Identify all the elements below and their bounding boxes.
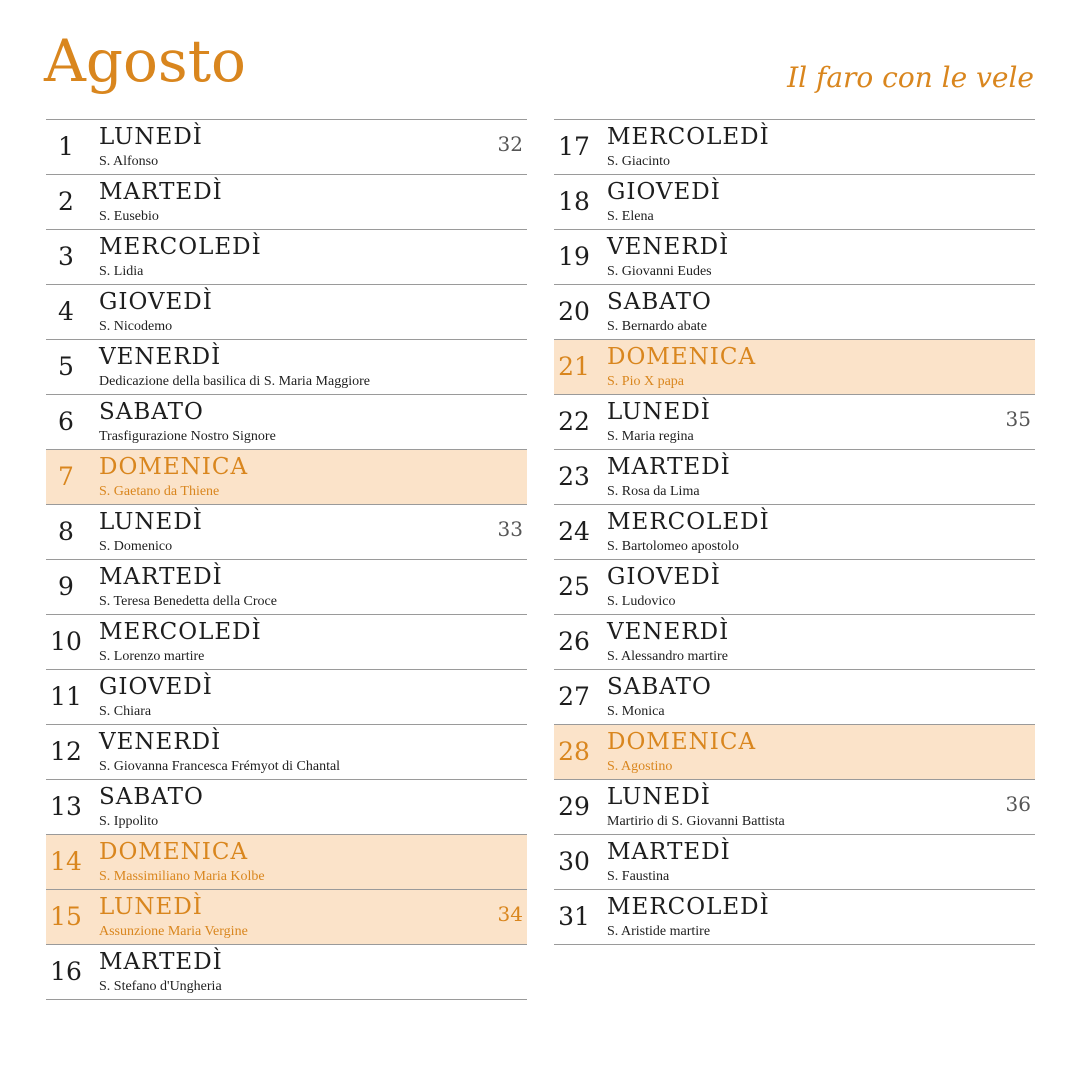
saint-name: S. Teresa Benedetta della Croce (99, 594, 277, 609)
day-number: 28 (558, 737, 590, 766)
weekday-label: MERCOLEDÌ (99, 234, 262, 260)
weekday-label: MERCOLEDÌ (99, 619, 262, 645)
calendar-column-right (554, 119, 1035, 945)
day-row (46, 285, 527, 340)
day-row (46, 505, 527, 560)
saint-name: S. Eusebio (99, 209, 159, 224)
saint-name: S. Maria regina (607, 429, 694, 444)
day-number: 30 (558, 847, 590, 876)
weekday-label: LUNEDÌ (99, 509, 203, 535)
day-number: 7 (58, 462, 74, 491)
weekday-label: DOMENICA (607, 344, 757, 370)
day-number: 17 (558, 132, 590, 161)
weekday-label: SABATO (99, 399, 204, 425)
day-row (554, 120, 1035, 175)
day-number: 23 (558, 462, 590, 491)
day-row (554, 340, 1035, 395)
saint-name: S. Lorenzo martire (99, 649, 205, 664)
day-number: 9 (58, 572, 74, 601)
day-row (46, 230, 527, 285)
weekday-label: LUNEDÌ (607, 399, 711, 425)
day-number: 24 (558, 517, 590, 546)
saint-name: S. Alfonso (99, 154, 159, 169)
day-number: 21 (558, 352, 590, 381)
saint-name: S. Massimiliano Maria Kolbe (99, 869, 265, 884)
day-row (46, 340, 527, 395)
saint-name: S. Stefano d'Ungheria (99, 979, 222, 994)
weekday-label: MERCOLEDÌ (607, 509, 770, 535)
saint-name: S. Bernardo abate (607, 319, 707, 334)
day-number: 27 (558, 682, 590, 711)
saint-name: Trasfigurazione Nostro Signore (99, 429, 276, 444)
saint-name: S. Gaetano da Thiene (99, 484, 220, 499)
weekday-label: GIOVEDÌ (607, 564, 721, 590)
day-number: 16 (50, 957, 82, 986)
day-number: 1 (58, 132, 74, 161)
saint-name: S. Domenico (99, 539, 173, 554)
day-number: 6 (58, 407, 74, 436)
day-number: 13 (50, 792, 82, 821)
day-number: 20 (558, 297, 590, 326)
weekday-label: VENERDÌ (607, 234, 730, 260)
saint-name: S. Ippolito (99, 814, 159, 829)
day-number: 5 (58, 352, 74, 381)
day-number: 2 (58, 187, 74, 216)
weekday-label: MARTEDÌ (607, 454, 731, 480)
day-number: 26 (558, 627, 590, 656)
day-row (46, 120, 527, 175)
weekday-label: DOMENICA (607, 729, 757, 755)
week-number: 32 (497, 132, 523, 156)
weekday-label: LUNEDÌ (607, 784, 711, 810)
weekday-label: VENERDÌ (99, 729, 222, 755)
saint-name: S. Pio X papa (607, 374, 684, 389)
weekday-label: VENERDÌ (99, 344, 222, 370)
weekday-label: DOMENICA (99, 454, 249, 480)
weekday-label: LUNEDÌ (99, 894, 203, 920)
weekday-label: MARTEDÌ (99, 949, 223, 975)
calendar-subtitle: Il faro con le vele (787, 61, 1034, 94)
saint-name: Martirio di S. Giovanni Battista (607, 814, 785, 829)
day-row (46, 175, 527, 230)
saint-name: S. Lidia (99, 264, 144, 279)
saint-name: S. Elena (607, 209, 654, 224)
weekday-label: LUNEDÌ (99, 124, 203, 150)
saint-name: S. Nicodemo (99, 319, 173, 334)
day-number: 19 (558, 242, 590, 271)
day-row (46, 780, 527, 835)
weekday-label: MARTEDÌ (99, 564, 223, 590)
day-number: 18 (558, 187, 590, 216)
week-number: 34 (497, 902, 523, 926)
day-number: 25 (558, 572, 590, 601)
day-number: 10 (50, 627, 82, 656)
week-number: 35 (1005, 407, 1031, 431)
week-number: 33 (497, 517, 523, 541)
day-row (46, 615, 527, 670)
day-row (554, 670, 1035, 725)
saint-name: S. Rosa da Lima (607, 484, 700, 499)
weekday-label: MERCOLEDÌ (607, 894, 770, 920)
week-number: 36 (1005, 792, 1031, 816)
day-row (46, 560, 527, 615)
saint-name: S. Ludovico (607, 594, 676, 609)
saint-name: Dedicazione della basilica di S. Maria Maggiore (99, 374, 370, 389)
calendar-column-left (46, 119, 527, 1000)
weekday-label: DOMENICA (99, 839, 249, 865)
saint-name: Assunzione Maria Vergine (99, 924, 248, 939)
day-row (554, 450, 1035, 505)
saint-name: S. Alessandro martire (607, 649, 728, 664)
saint-name: S. Giacinto (607, 154, 670, 169)
day-number: 4 (58, 297, 74, 326)
saint-name: S. Bartolomeo apostolo (607, 539, 739, 554)
day-row (46, 725, 527, 780)
day-row (46, 450, 527, 505)
day-row (554, 725, 1035, 780)
weekday-label: SABATO (607, 674, 712, 700)
day-row (46, 395, 527, 450)
saint-name: S. Agostino (607, 759, 673, 774)
page-title: Agosto (44, 27, 246, 95)
day-row (554, 175, 1035, 230)
day-number: 22 (558, 407, 590, 436)
day-number: 31 (558, 902, 590, 931)
day-row (46, 945, 527, 1000)
weekday-label: SABATO (607, 289, 712, 315)
weekday-label: MERCOLEDÌ (607, 124, 770, 150)
day-number: 8 (58, 517, 74, 546)
day-row (554, 615, 1035, 670)
day-number: 29 (558, 792, 590, 821)
day-row (554, 395, 1035, 450)
day-row (554, 890, 1035, 945)
saint-name: S. Monica (607, 704, 665, 719)
saint-name: S. Faustina (607, 869, 670, 884)
weekday-label: VENERDÌ (607, 619, 730, 645)
day-number: 14 (50, 847, 82, 876)
weekday-label: MARTEDÌ (607, 839, 731, 865)
saint-name: S. Aristide martire (607, 924, 711, 939)
day-row (554, 505, 1035, 560)
saint-name: S. Chiara (99, 704, 152, 719)
day-number: 15 (50, 902, 82, 931)
day-row (46, 835, 527, 890)
weekday-label: GIOVEDÌ (99, 674, 213, 700)
day-row (46, 670, 527, 725)
saint-name: S. Giovanna Francesca Frémyot di Chantal (99, 759, 341, 774)
day-row (554, 560, 1035, 615)
day-number: 11 (50, 682, 82, 711)
day-row (554, 835, 1035, 890)
day-number: 12 (50, 737, 82, 766)
day-row (554, 285, 1035, 340)
weekday-label: GIOVEDÌ (99, 289, 213, 315)
weekday-label: SABATO (99, 784, 204, 810)
day-row (46, 890, 527, 945)
saint-name: S. Giovanni Eudes (607, 264, 712, 279)
weekday-label: GIOVEDÌ (607, 179, 721, 205)
day-row (554, 230, 1035, 285)
day-number: 3 (58, 242, 74, 271)
weekday-label: MARTEDÌ (99, 179, 223, 205)
day-row (554, 780, 1035, 835)
